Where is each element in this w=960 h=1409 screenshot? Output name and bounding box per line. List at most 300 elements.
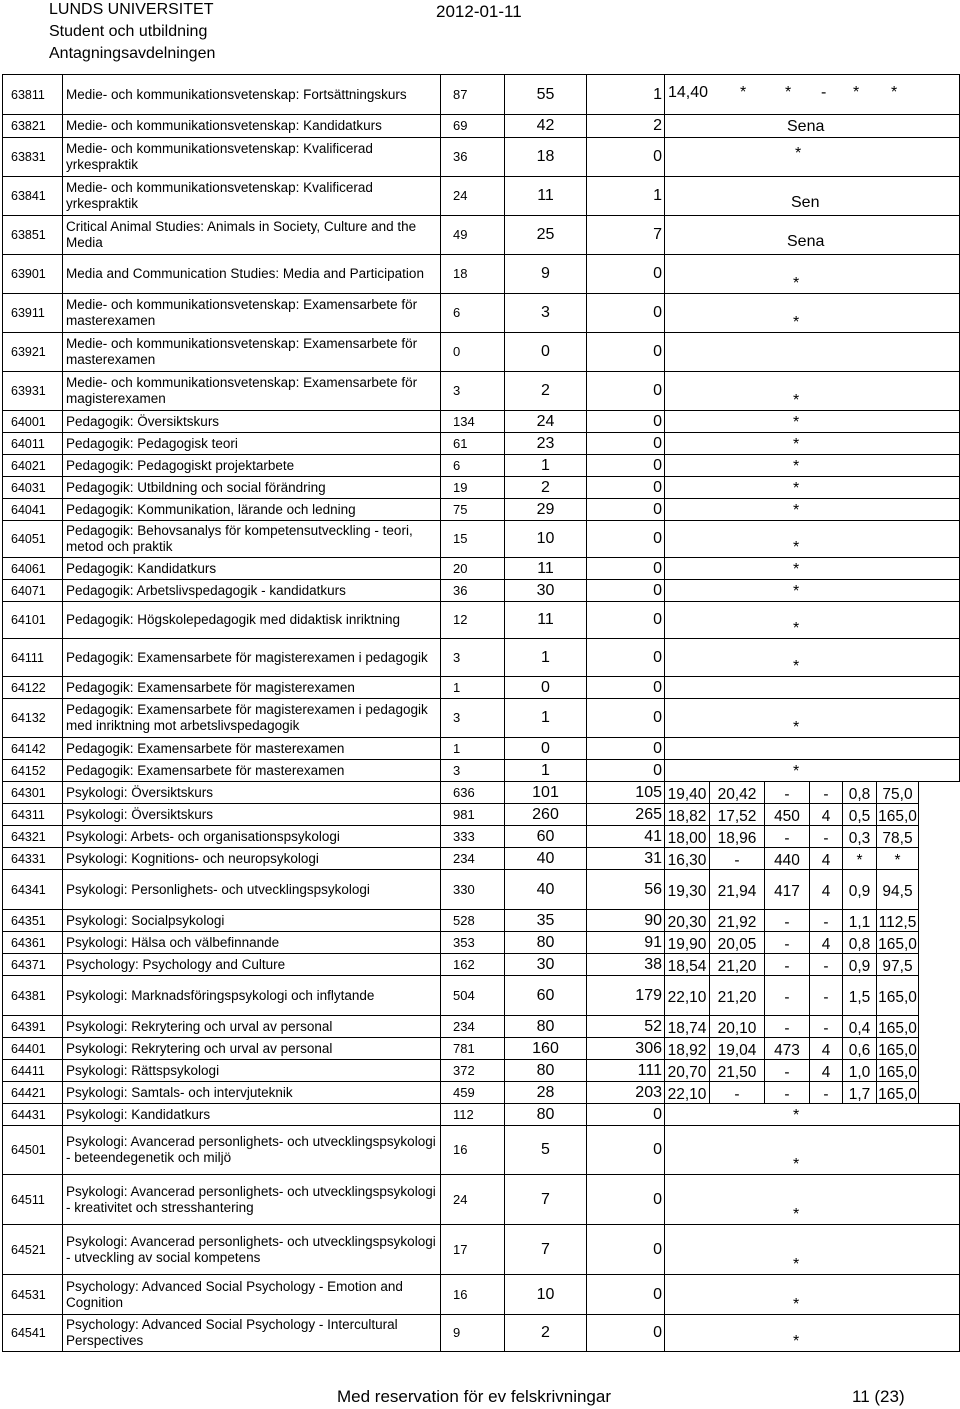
- course-name: Pedagogik: Examensarbete för magisterexamen: [63, 677, 441, 699]
- table-row: [3, 602, 960, 639]
- applicants-count: 333: [441, 826, 505, 848]
- table-row: [3, 433, 960, 455]
- course-name: Medie- och kommunikationsvetenskap: Examensarbete för masterexamen: [63, 333, 441, 372]
- course-code: 64331: [3, 848, 63, 870]
- merit-value: 1,7: [843, 1082, 877, 1104]
- table-row: [3, 976, 960, 1016]
- admitted-count: 80: [505, 1016, 587, 1038]
- merit-tail: [665, 138, 960, 177]
- reserve-count: 179: [587, 976, 665, 1016]
- merit-value: 4: [810, 1038, 843, 1060]
- table-row: [3, 372, 960, 411]
- merit-value: 0,3: [843, 826, 877, 848]
- reserve-count: 0: [587, 411, 665, 433]
- table-row: [3, 255, 960, 294]
- merit-tail: [665, 521, 960, 558]
- table-row: [3, 177, 960, 216]
- merit-tail: [665, 75, 960, 115]
- reserve-count: 1: [587, 75, 665, 115]
- reserve-count: 0: [587, 558, 665, 580]
- merit-value: 0,5: [843, 804, 877, 826]
- merit-value: 20,05: [710, 932, 765, 954]
- admitted-count: 42: [505, 115, 587, 138]
- reserve-count: 41: [587, 826, 665, 848]
- reserve-count: 0: [587, 333, 665, 372]
- merit-tail: [665, 115, 960, 138]
- reserve-count: 0: [587, 294, 665, 333]
- merit-note: *: [793, 719, 800, 736]
- applicants-count: 1: [441, 677, 505, 699]
- table-row: [3, 639, 960, 677]
- applicants-count: 16: [441, 1275, 505, 1315]
- admitted-count: 30: [505, 580, 587, 602]
- admitted-count: 10: [505, 1275, 587, 1315]
- admissions-table: [2, 74, 960, 1352]
- reserve-count: 0: [587, 760, 665, 782]
- admitted-count: 40: [505, 870, 587, 910]
- course-code: 64111: [3, 639, 63, 677]
- reserve-count: 0: [587, 1225, 665, 1275]
- course-code: 64541: [3, 1315, 63, 1352]
- merit-value: 18,96: [710, 826, 765, 848]
- course-code: 64321: [3, 826, 63, 848]
- reserve-count: 2: [587, 115, 665, 138]
- merit-value: 21,20: [710, 976, 765, 1016]
- merit-value: 20,10: [710, 1016, 765, 1038]
- merit-value: *: [843, 848, 877, 870]
- reserve-count: 52: [587, 1016, 665, 1038]
- merit-value: 20,70: [665, 1060, 710, 1082]
- merit-value: -: [765, 954, 810, 976]
- course-code: 63901: [3, 255, 63, 294]
- table-row: [3, 499, 960, 521]
- course-name: Pedagogik: Pedagogisk teori: [63, 433, 441, 455]
- table-row: [3, 1082, 960, 1104]
- admitted-count: 55: [505, 75, 587, 115]
- merit-value: 16,30: [665, 848, 710, 870]
- applicants-count: 1: [441, 738, 505, 760]
- merit-tail: [665, 333, 960, 372]
- course-code: 64301: [3, 782, 63, 804]
- applicants-count: 6: [441, 294, 505, 333]
- document-date: 2012-01-11: [436, 2, 522, 21]
- applicants-count: 24: [441, 1175, 505, 1225]
- reserve-count: 0: [587, 1175, 665, 1225]
- merit-value: -: [765, 1060, 810, 1082]
- merit-note: *: [793, 436, 800, 453]
- merit-value: 75,0: [877, 782, 919, 804]
- merit-note: *: [793, 458, 800, 475]
- reserve-count: 7: [587, 216, 665, 255]
- merit-value: 165,0: [877, 932, 919, 954]
- course-name: Pedagogik: Arbetslivspedagogik - kandidatkurs: [63, 580, 441, 602]
- merit-value: 1,5: [843, 976, 877, 1016]
- course-code: 64371: [3, 954, 63, 976]
- reserve-count: 0: [587, 699, 665, 738]
- table-row: [3, 1126, 960, 1175]
- course-name: Medie- och kommunikationsvetenskap: Examensarbete för masterexamen: [63, 294, 441, 333]
- course-name: Pedagogik: Examensarbete för masterexamen: [63, 760, 441, 782]
- merit-tail: [665, 455, 960, 477]
- course-code: 63851: [3, 216, 63, 255]
- applicants-count: 24: [441, 177, 505, 216]
- table-row: [3, 115, 960, 138]
- table-row: [3, 804, 960, 826]
- course-code: 64061: [3, 558, 63, 580]
- table-row: [3, 521, 960, 558]
- course-code: 64401: [3, 1038, 63, 1060]
- applicants-count: 0: [441, 333, 505, 372]
- course-name: Psykologi: Kognitions- och neuropsykologi: [63, 848, 441, 870]
- merit-note: *: [793, 1156, 800, 1173]
- applicants-count: 134: [441, 411, 505, 433]
- merit-tail: [665, 738, 960, 760]
- table-row: [3, 333, 960, 372]
- reserve-count: 0: [587, 639, 665, 677]
- admitted-count: 11: [505, 177, 587, 216]
- disclaimer: Med reservation för ev felskrivningar: [337, 1387, 612, 1406]
- course-code: 64011: [3, 433, 63, 455]
- applicants-count: 504: [441, 976, 505, 1016]
- course-code: 64152: [3, 760, 63, 782]
- merit-value: -: [765, 1082, 810, 1104]
- course-name: Psykologi: Marknadsföringspsykologi och inflytande: [63, 976, 441, 1016]
- merit-value: -: [810, 910, 843, 932]
- course-name: Medie- och kommunikationsvetenskap: Kvalificerad yrkespraktik: [63, 138, 441, 177]
- admitted-count: 10: [505, 521, 587, 558]
- applicants-count: 69: [441, 115, 505, 138]
- table-row: [3, 477, 960, 499]
- admitted-count: 1: [505, 455, 587, 477]
- merit-value: 0,8: [843, 782, 877, 804]
- course-name: Psykologi: Arbets- och organisationspsykologi: [63, 826, 441, 848]
- course-code: 64142: [3, 738, 63, 760]
- merit-value: 165,0: [877, 976, 919, 1016]
- reserve-count: 38: [587, 954, 665, 976]
- merit-note: -: [821, 84, 827, 101]
- reserve-count: 31: [587, 848, 665, 870]
- reserve-count: 0: [587, 372, 665, 411]
- merit-value: -: [810, 1082, 843, 1104]
- table-row: [3, 1104, 960, 1126]
- merit-value: 17,52: [710, 804, 765, 826]
- admitted-count: 9: [505, 255, 587, 294]
- merit-tail: [665, 255, 960, 294]
- course-code: 64361: [3, 932, 63, 954]
- course-code: 64021: [3, 455, 63, 477]
- merit-value: 18,00: [665, 826, 710, 848]
- applicants-count: 372: [441, 1060, 505, 1082]
- merit-value: 21,50: [710, 1060, 765, 1082]
- merit-tail: [665, 1315, 960, 1352]
- admitted-count: 7: [505, 1175, 587, 1225]
- merit-note: *: [785, 84, 792, 101]
- applicants-count: 459: [441, 1082, 505, 1104]
- merit-value: 0,8: [843, 932, 877, 954]
- table-row: [3, 932, 960, 954]
- reserve-count: 0: [587, 580, 665, 602]
- course-code: 64341: [3, 870, 63, 910]
- reserve-count: 0: [587, 602, 665, 639]
- table-row: [3, 75, 960, 115]
- applicants-count: 19: [441, 477, 505, 499]
- merit-value: 19,90: [665, 932, 710, 954]
- applicants-count: 36: [441, 580, 505, 602]
- merit-tail: [665, 558, 960, 580]
- admitted-count: 29: [505, 499, 587, 521]
- merit-note: *: [793, 763, 800, 780]
- admitted-count: 1: [505, 639, 587, 677]
- admitted-count: 0: [505, 677, 587, 699]
- table-row: [3, 1060, 960, 1082]
- admitted-count: 11: [505, 558, 587, 580]
- merit-tail: [665, 1104, 960, 1126]
- merit-value: 19,30: [665, 870, 710, 910]
- merit-value: 1,0: [843, 1060, 877, 1082]
- admitted-count: 25: [505, 216, 587, 255]
- merit-value: 97,5: [877, 954, 919, 976]
- reserve-count: 306: [587, 1038, 665, 1060]
- admitted-count: 60: [505, 826, 587, 848]
- table-row: [3, 411, 960, 433]
- applicants-count: 61: [441, 433, 505, 455]
- applicants-count: 162: [441, 954, 505, 976]
- merit-tail: [665, 499, 960, 521]
- merit-value: 21,94: [710, 870, 765, 910]
- table-row: [3, 1225, 960, 1275]
- merit-tail: [665, 1225, 960, 1275]
- merit-note: *: [793, 392, 800, 409]
- reserve-count: 0: [587, 1126, 665, 1175]
- merit-note: *: [740, 84, 747, 101]
- course-name: Medie- och kommunikationsvetenskap: Kvalificerad yrkespraktik: [63, 177, 441, 216]
- applicants-count: 15: [441, 521, 505, 558]
- course-name: Psykologi: Samtals- och intervjuteknik: [63, 1082, 441, 1104]
- applicants-count: 112: [441, 1104, 505, 1126]
- course-name: Pedagogik: Högskolepedagogik med didaktisk inriktning: [63, 602, 441, 639]
- course-code: 64521: [3, 1225, 63, 1275]
- applicants-count: 20: [441, 558, 505, 580]
- merit-value: 0,9: [843, 870, 877, 910]
- admitted-count: 260: [505, 804, 587, 826]
- merit-tail: [665, 477, 960, 499]
- course-code: 64531: [3, 1275, 63, 1315]
- course-code: 64381: [3, 976, 63, 1016]
- merit-value: 165,0: [877, 1016, 919, 1038]
- reserve-count: 0: [587, 738, 665, 760]
- table-row: [3, 1175, 960, 1225]
- course-code: 64071: [3, 580, 63, 602]
- table-row: [3, 954, 960, 976]
- course-name: Pedagogik: Examensarbete för magisterexamen i pedagogik: [63, 639, 441, 677]
- merit-value: 4: [810, 804, 843, 826]
- department-name: Student och utbildning: [49, 23, 208, 40]
- merit-value: 112,5: [877, 910, 919, 932]
- merit-note: 14,40: [668, 84, 709, 101]
- course-name: Psykologi: Personlighets- och utvecklingspsykologi: [63, 870, 441, 910]
- merit-value: 20,42: [710, 782, 765, 804]
- applicants-count: 12: [441, 602, 505, 639]
- merit-value: -: [765, 976, 810, 1016]
- merit-value: 21,20: [710, 954, 765, 976]
- applicants-count: 3: [441, 639, 505, 677]
- applicants-count: 781: [441, 1038, 505, 1060]
- table-row: [3, 782, 960, 804]
- course-code: 64421: [3, 1082, 63, 1104]
- merit-note: Sen: [791, 194, 820, 211]
- merit-value: 165,0: [877, 804, 919, 826]
- merit-value: 4: [810, 848, 843, 870]
- merit-value: 20,30: [665, 910, 710, 932]
- course-code: 64391: [3, 1016, 63, 1038]
- merit-tail: [665, 677, 960, 699]
- merit-value: 0,9: [843, 954, 877, 976]
- merit-value: 165,0: [877, 1060, 919, 1082]
- admitted-count: 60: [505, 976, 587, 1016]
- course-name: Psykologi: Avancerad personlighets- och utvecklingspsykologi - utveckling av social kompetens: [63, 1225, 441, 1275]
- course-name: Psykologi: Rättspsykologi: [63, 1060, 441, 1082]
- office-name: Antagningsavdelningen: [49, 45, 216, 62]
- merit-tail: [665, 294, 960, 333]
- merit-value: -: [765, 826, 810, 848]
- reserve-count: 0: [587, 433, 665, 455]
- course-name: Psykologi: Socialpsykologi: [63, 910, 441, 932]
- merit-value: 473: [765, 1038, 810, 1060]
- merit-note: Sena: [787, 118, 825, 135]
- merit-note: *: [793, 480, 800, 497]
- admitted-count: 160: [505, 1038, 587, 1060]
- admitted-count: 0: [505, 333, 587, 372]
- course-code: 63921: [3, 333, 63, 372]
- merit-tail: [665, 580, 960, 602]
- merit-note: *: [793, 1107, 800, 1124]
- table-row: [3, 455, 960, 477]
- course-name: Psykologi: Avancerad personlighets- och utvecklingspsykologi - beteendegenetik och miljö: [63, 1126, 441, 1175]
- course-code: 64431: [3, 1104, 63, 1126]
- reserve-count: 265: [587, 804, 665, 826]
- table-row: [3, 1038, 960, 1060]
- applicants-count: 528: [441, 910, 505, 932]
- merit-value: 165,0: [877, 1082, 919, 1104]
- merit-value: 417: [765, 870, 810, 910]
- course-name: Psykologi: Översiktskurs: [63, 804, 441, 826]
- merit-note: *: [793, 620, 800, 637]
- applicants-count: 75: [441, 499, 505, 521]
- table-row: [3, 580, 960, 602]
- course-name: Psykologi: Hälsa och välbefinnande: [63, 932, 441, 954]
- merit-tail: [665, 699, 960, 738]
- course-name: Psykologi: Kandidatkurs: [63, 1104, 441, 1126]
- admitted-count: 18: [505, 138, 587, 177]
- table-row: [3, 216, 960, 255]
- applicants-count: 17: [441, 1225, 505, 1275]
- reserve-count: 203: [587, 1082, 665, 1104]
- course-name: Medie- och kommunikationsvetenskap: Examensarbete för magisterexamen: [63, 372, 441, 411]
- reserve-count: 0: [587, 1275, 665, 1315]
- merit-tail: [665, 372, 960, 411]
- table-row: [3, 294, 960, 333]
- merit-note: *: [793, 502, 800, 519]
- applicants-count: 330: [441, 870, 505, 910]
- admitted-count: 1: [505, 760, 587, 782]
- merit-note: *: [853, 84, 860, 101]
- admitted-count: 80: [505, 1060, 587, 1082]
- course-name: Psychology: Advanced Social Psychology - Emotion and Cognition: [63, 1275, 441, 1315]
- course-name: Psykologi: Rekrytering och urval av personal: [63, 1038, 441, 1060]
- table-row: [3, 1315, 960, 1352]
- applicants-count: 636: [441, 782, 505, 804]
- applicants-count: 3: [441, 372, 505, 411]
- merit-tail: [665, 1126, 960, 1175]
- merit-value: -: [810, 1016, 843, 1038]
- table-row: [3, 870, 960, 910]
- course-code: 63821: [3, 115, 63, 138]
- merit-value: -: [810, 954, 843, 976]
- merit-value: 21,92: [710, 910, 765, 932]
- admitted-count: 2: [505, 1315, 587, 1352]
- merit-value: -: [810, 782, 843, 804]
- course-code: 64501: [3, 1126, 63, 1175]
- table-row: [3, 826, 960, 848]
- merit-tail: [665, 639, 960, 677]
- course-code: 63811: [3, 75, 63, 115]
- applicants-count: 3: [441, 699, 505, 738]
- course-name: Psychology: Advanced Social Psychology - Intercultural Perspectives: [63, 1315, 441, 1352]
- merit-note: *: [793, 414, 800, 431]
- applicants-count: 234: [441, 848, 505, 870]
- reserve-count: 0: [587, 1104, 665, 1126]
- course-code: 64311: [3, 804, 63, 826]
- admitted-count: 2: [505, 372, 587, 411]
- admitted-count: 40: [505, 848, 587, 870]
- applicants-count: 3: [441, 760, 505, 782]
- reserve-count: 0: [587, 477, 665, 499]
- course-name: Pedagogik: Pedagogiskt projektarbete: [63, 455, 441, 477]
- admitted-count: 3: [505, 294, 587, 333]
- table-row: [3, 699, 960, 738]
- merit-value: -: [810, 826, 843, 848]
- merit-value: 450: [765, 804, 810, 826]
- course-code: 63911: [3, 294, 63, 333]
- course-name: Pedagogik: Kommunikation, lärande och ledning: [63, 499, 441, 521]
- reserve-count: 0: [587, 521, 665, 558]
- table-row: [3, 558, 960, 580]
- merit-value: *: [877, 848, 919, 870]
- merit-note: *: [793, 539, 800, 556]
- merit-value: 94,5: [877, 870, 919, 910]
- admitted-count: 80: [505, 1104, 587, 1126]
- merit-note: *: [793, 1206, 800, 1223]
- merit-value: -: [710, 848, 765, 870]
- merit-value: 78,5: [877, 826, 919, 848]
- course-code: 64031: [3, 477, 63, 499]
- merit-value: -: [765, 932, 810, 954]
- course-code: 64101: [3, 602, 63, 639]
- merit-note: *: [793, 658, 800, 675]
- merit-tail: [665, 1175, 960, 1225]
- merit-value: 22,10: [665, 976, 710, 1016]
- course-name: Psykologi: Rekrytering och urval av personal: [63, 1016, 441, 1038]
- admitted-count: 0: [505, 738, 587, 760]
- merit-value: 1,1: [843, 910, 877, 932]
- admitted-count: 80: [505, 932, 587, 954]
- merit-value: 18,74: [665, 1016, 710, 1038]
- admitted-count: 28: [505, 1082, 587, 1104]
- course-code: 64511: [3, 1175, 63, 1225]
- course-name: Pedagogik: Översiktskurs: [63, 411, 441, 433]
- reserve-count: 56: [587, 870, 665, 910]
- reserve-count: 1: [587, 177, 665, 216]
